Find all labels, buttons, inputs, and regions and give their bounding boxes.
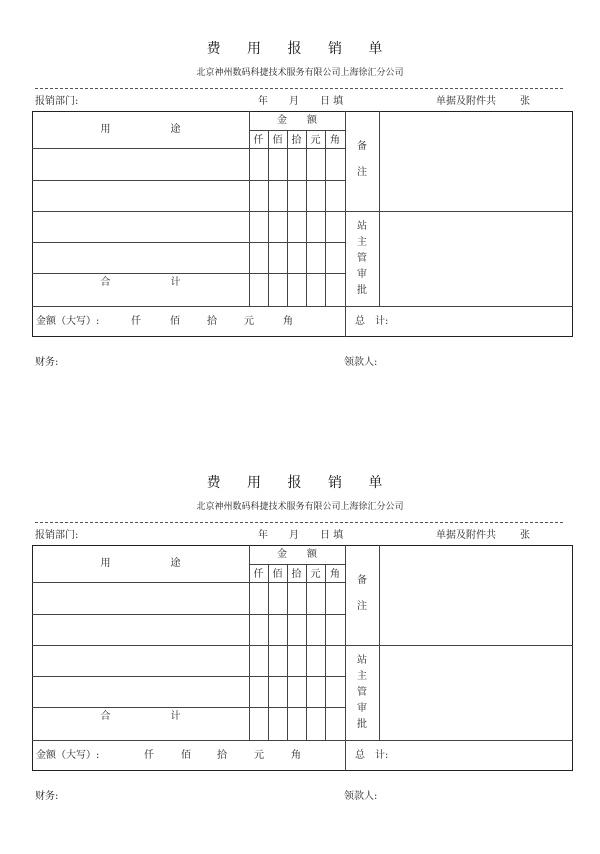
words-unit-ten: 拾	[217, 750, 227, 761]
approval-label: 站 主 管 审 批	[357, 221, 367, 296]
digit-yuan: 元	[310, 135, 321, 146]
form-title: 费 用 报 销 单	[206, 41, 394, 57]
row-line	[32, 582, 345, 583]
month-label: 月	[289, 530, 299, 541]
words-unit-thousand: 仟	[144, 750, 154, 761]
attachments-unit: 张	[520, 96, 530, 107]
remarks-label: 备 注	[357, 141, 367, 178]
recipient-label: 领款人:	[344, 357, 378, 368]
digit-hundred: 佰	[272, 135, 283, 146]
digit-thousand: 仟	[253, 135, 264, 146]
row-line	[32, 614, 345, 615]
row-line	[32, 676, 345, 677]
purpose-header: 用 途	[100, 558, 181, 569]
row-line	[32, 148, 345, 149]
col-line	[287, 564, 288, 740]
expense-form-2	[0, 434, 600, 854]
digit-thousand: 仟	[253, 569, 264, 580]
company-name: 北京神州数码科捷技术服务有限公司上海徐汇分公司	[196, 502, 404, 512]
words-unit-jiao: 角	[291, 750, 301, 761]
attachments-label: 单据及附件共	[436, 96, 496, 107]
digit-jiao: 角	[330, 135, 340, 146]
digit-yuan: 元	[310, 569, 321, 580]
form-title: 费 用 报 销 单	[206, 475, 394, 491]
company-name: 北京神州数码科捷技术服务有限公司上海徐汇分公司	[196, 68, 404, 78]
digit-ten: 拾	[291, 569, 302, 580]
words-unit-jiao: 角	[283, 316, 293, 327]
col-line	[268, 130, 269, 306]
digit-hundred: 佰	[272, 569, 283, 580]
words-unit-hundred: 佰	[170, 316, 180, 327]
col-line	[306, 564, 307, 740]
row-line	[32, 707, 345, 708]
finance-label: 财务:	[35, 357, 59, 368]
day-fill-label: 日 填	[320, 530, 344, 541]
subtotal-label: 合 计	[100, 277, 181, 288]
row-line	[32, 306, 573, 307]
words-unit-hundred: 佰	[181, 750, 191, 761]
month-label: 月	[289, 96, 299, 107]
words-unit-thousand: 仟	[131, 316, 141, 327]
row-line	[32, 740, 573, 741]
row-line	[32, 242, 345, 243]
amount-header-line	[249, 130, 345, 131]
amount-in-words-label: 金额（大写）:	[36, 750, 100, 761]
digit-jiao: 角	[330, 569, 340, 580]
dashed-divider	[35, 88, 563, 89]
col-line	[379, 111, 380, 306]
total-label: 总 计:	[355, 750, 389, 761]
digit-ten: 拾	[291, 135, 302, 146]
amount-header: 金 额	[277, 549, 317, 560]
dashed-divider	[35, 522, 563, 523]
day-fill-label: 日 填	[320, 96, 344, 107]
amount-header-line	[249, 564, 345, 565]
year-label: 年	[258, 96, 268, 107]
purpose-header: 用 途	[100, 124, 181, 135]
row-line	[32, 180, 345, 181]
subtotal-label: 合 计	[100, 711, 181, 722]
words-unit-yuan: 元	[244, 316, 254, 327]
expense-form-1	[0, 0, 600, 420]
amount-in-words-label: 金额（大写）:	[36, 316, 100, 327]
attachments-unit: 张	[520, 530, 530, 541]
col-line	[268, 564, 269, 740]
dept-label: 报销部门:	[35, 530, 79, 541]
row-line	[32, 273, 345, 274]
row-line	[32, 645, 573, 646]
dept-label: 报销部门:	[35, 96, 79, 107]
col-line	[287, 130, 288, 306]
total-label: 总 计:	[355, 316, 389, 327]
col-line	[306, 130, 307, 306]
col-line	[379, 545, 380, 740]
year-label: 年	[258, 530, 268, 541]
col-line	[325, 130, 326, 306]
finance-label: 财务:	[35, 791, 59, 802]
row-line	[32, 211, 573, 212]
amount-header: 金 额	[277, 115, 317, 126]
attachments-label: 单据及附件共	[436, 530, 496, 541]
col-line	[325, 564, 326, 740]
words-unit-yuan: 元	[254, 750, 264, 761]
words-unit-ten: 拾	[207, 316, 217, 327]
approval-label: 站 主 管 审 批	[357, 655, 367, 730]
remarks-label: 备 注	[357, 575, 367, 612]
recipient-label: 领款人:	[344, 791, 378, 802]
